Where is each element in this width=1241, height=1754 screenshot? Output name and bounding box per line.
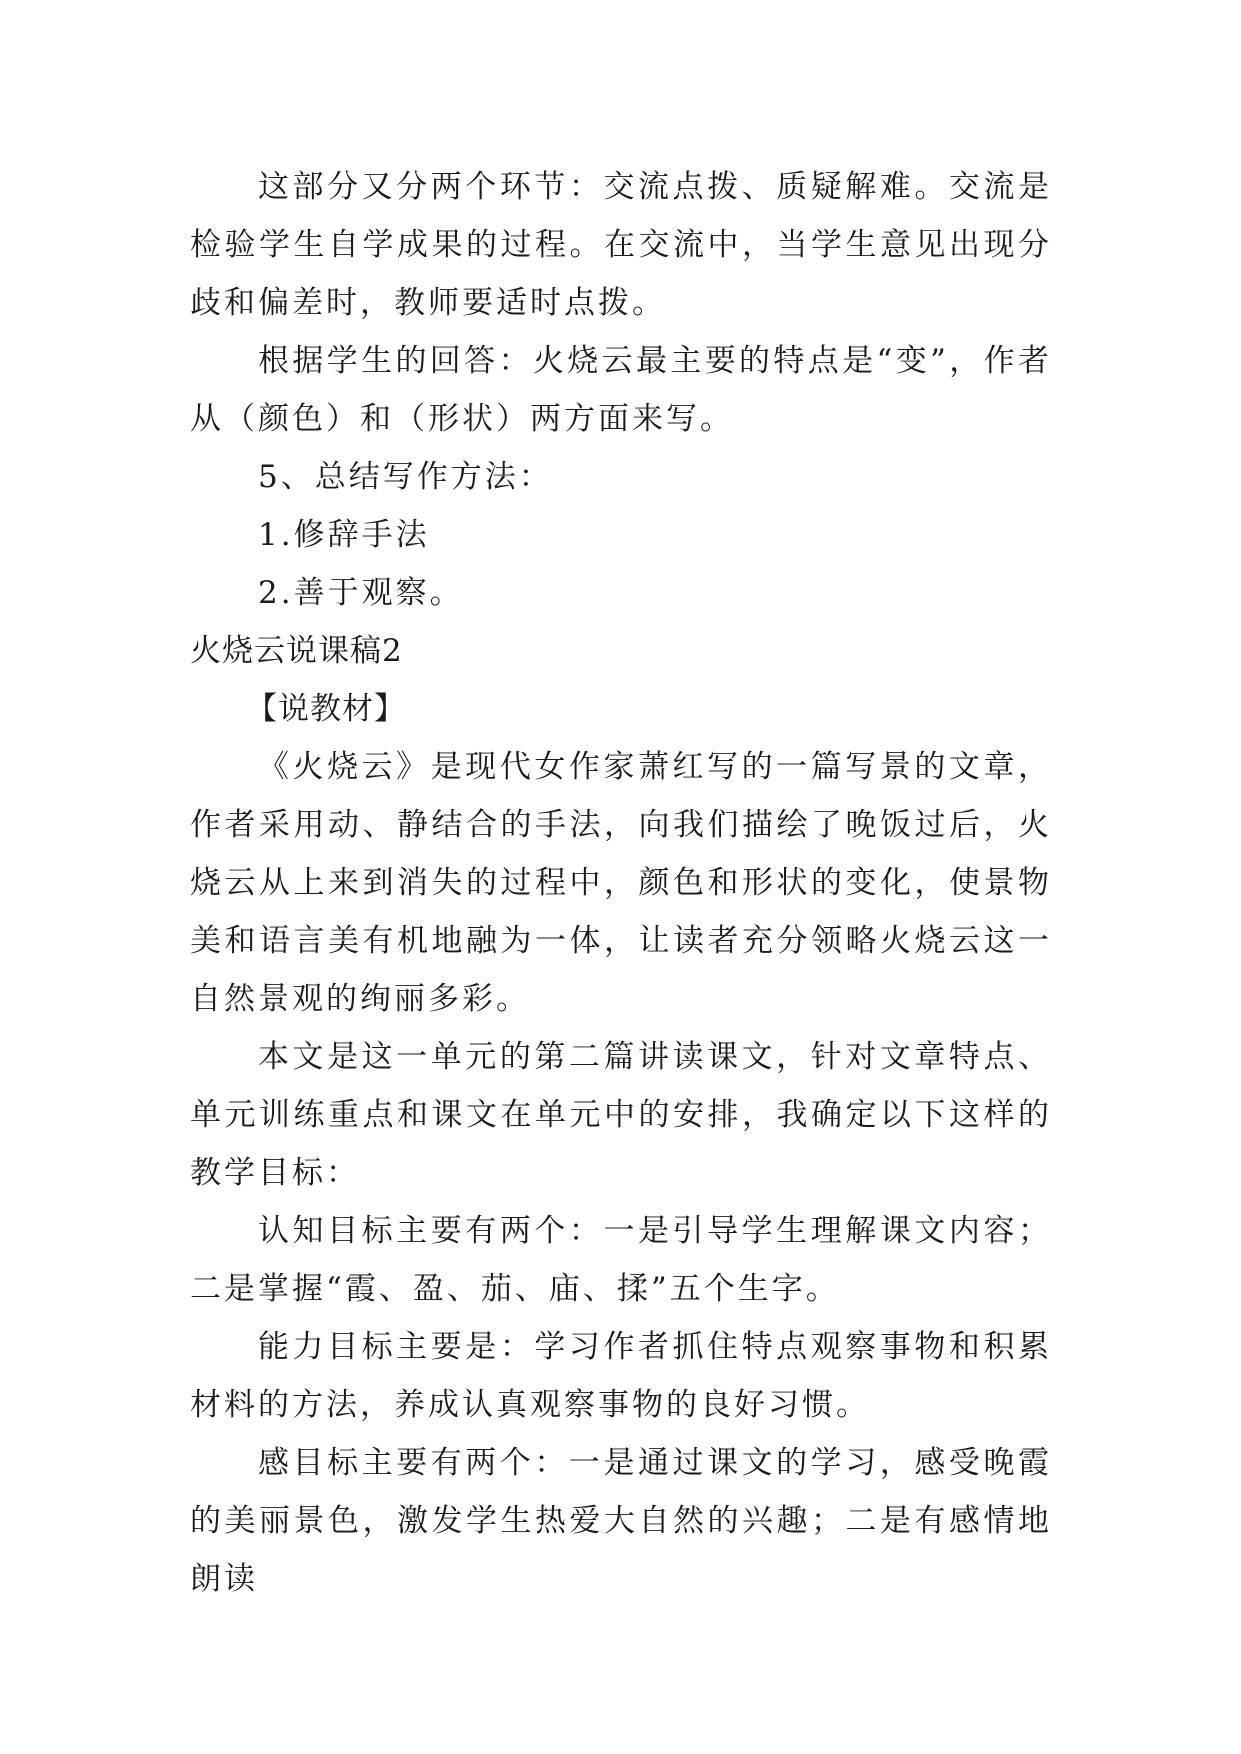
paragraph: 能力目标主要是：学习作者抓住特点观察事物和积累材料的方法，养成认真观察事物的良好习惯。	[190, 1329, 1052, 1423]
document-body	[190, 158, 1052, 1608]
paragraph: 感目标主要有两个：一是通过课文的学习，感受晚霞的美丽景色，激发学生热爱大自然的兴趣；二是有感情地朗读	[190, 1445, 1052, 1597]
paragraph: 认知目标主要有两个：一是引导学生理解课文内容；二是掌握“霞、盈、茄、庙、揉”五个生字。	[190, 1213, 1052, 1307]
paragraph: 2.善于观察。	[258, 575, 464, 611]
subsection-title: 【说教材】	[246, 691, 406, 727]
paragraph: 本文是这一单元的第二篇讲读课文，针对文章特点、单元训练重点和课文在单元中的安排，我确定以下这样的教学目标：	[190, 1039, 1052, 1191]
paragraph: 这部分又分两个环节：交流点拨、质疑解难。交流是检验学生自学成果的过程。在交流中，当学生意见出现分歧和偏差时，教师要适时点拨。	[190, 169, 1052, 321]
paragraph: 5、总结写作方法：	[258, 459, 553, 495]
paragraph: 根据学生的回答：火烧云最主要的特点是“变”，作者从（颜色）和（形状）两方面来写。	[190, 343, 1052, 437]
section-title: 火烧云说课稿2	[190, 633, 403, 669]
paragraph: 1.修辞手法	[258, 517, 430, 553]
paragraph: 《火烧云》是现代女作家萧红写的一篇写景的文章，作者采用动、静结合的手法，向我们描绘了晚饭过后，火烧云从上来到消失的过程中，颜色和形状的变化，使景物美和语言美有机地融为一体，让读者充分领略火烧云这一自然景观的绚丽多彩。	[190, 749, 1052, 1017]
